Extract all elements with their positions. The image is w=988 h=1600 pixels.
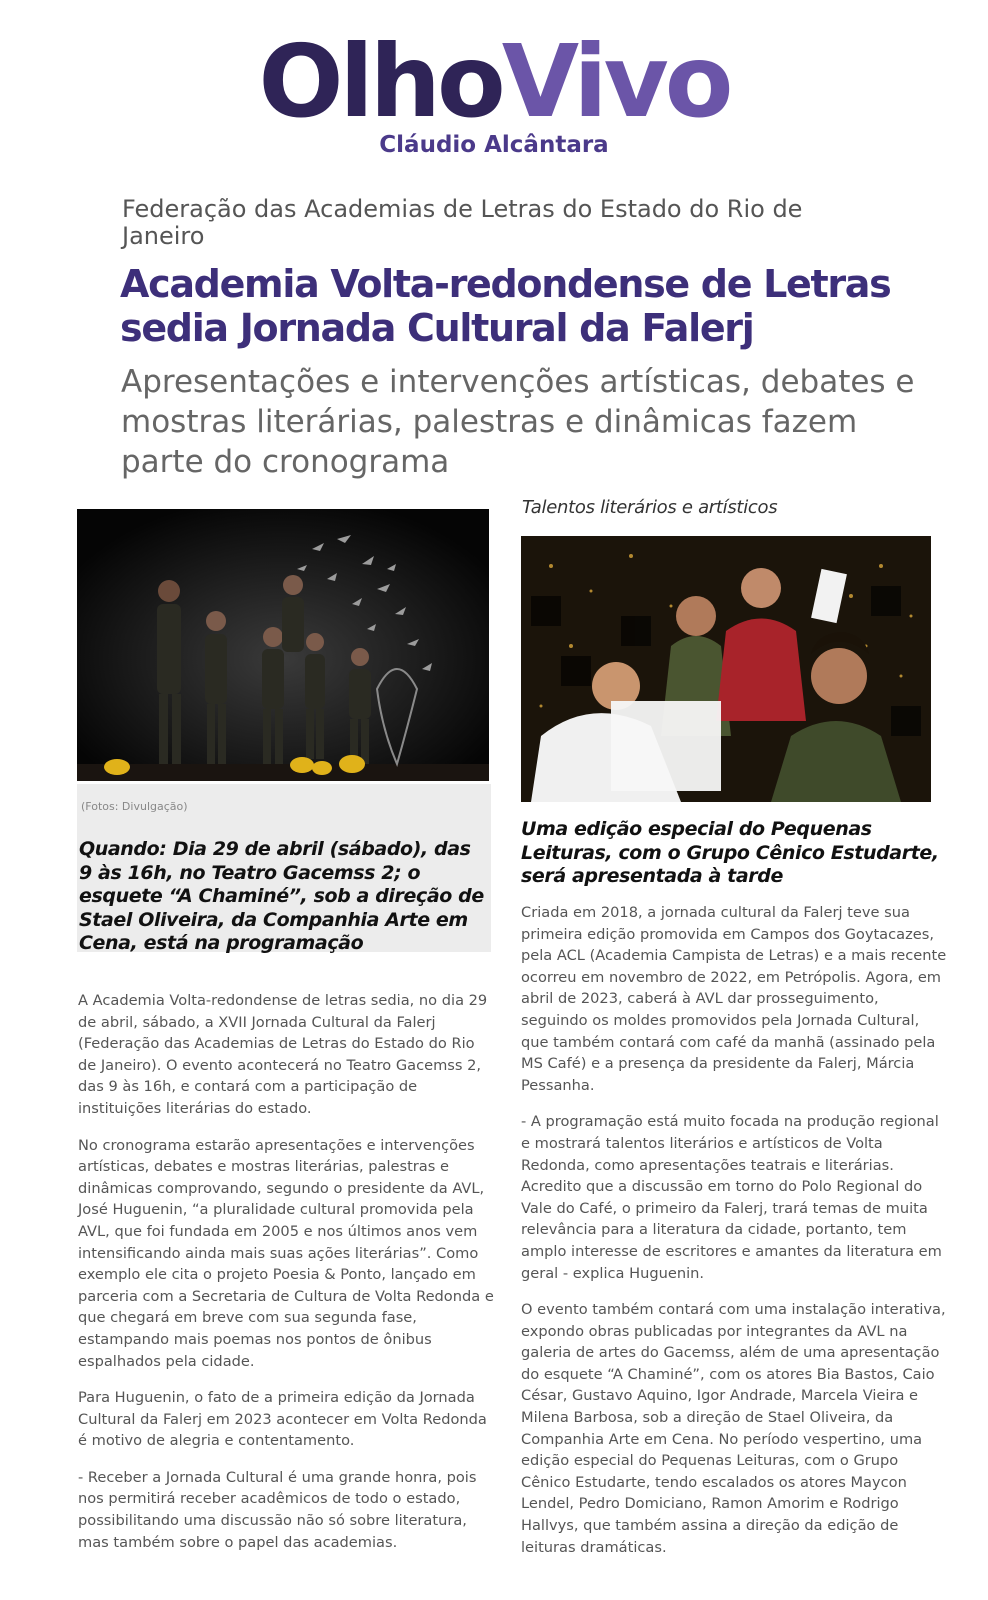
subheadline: Apresentações e intervenções artísticas, debates e mostras literárias, palestras e dinâmicas fazem parte do cronograma: [121, 364, 915, 480]
photo-credit: (Fotos: Divulgação): [81, 800, 188, 813]
group-photo: [521, 536, 931, 802]
paragraph: - A programação está muito focada na produção regional e mostrará talentos literários e artísticos de Volta Redonda, como apresentações teatrais e literárias. Acredito que a discussão em torno do Polo Regional do Vale do Café, o primeiro da Falerj, trará temas de muita relevância para a literatura da cidade, portanto, tem amplo interesse de escritores e amantes da literatura em geral - explica Huguenin.: [521, 1113, 942, 1282]
photo-caption-box: [77, 784, 491, 952]
paragraph: Criada em 2018, a jornada cultural da Falerj teve sua primeira edição promovida em Campos dos Goytacazes, pela ACL (Academia Campista de Letras) e a mais recente ocorreu em novembro de 2022, em Petrópolis. Agora, em abril de 2023, caberá à AVL dar prosseguimento, seguindo os moldes promovidos pela Jornada Cultural, que também contará com café da manhã (assinado pela MS Café) e a presença da presidente da Falerj, Márcia Pessanha.: [521, 904, 947, 1094]
group-photo-drawing: [521, 536, 931, 802]
paragraph: - Receber a Jornada Cultural é uma grande honra, pois nos permitirá receber acadêmicos de todo o estado, possibilitando uma discussão não só sobre literatura, mas também sobre o papel das academias.: [78, 1468, 477, 1551]
paragraph: No cronograma estarão apresentações e intervenções artísticas, debates e mostras literárias, palestras e dinâmicas comprovando, segundo o presidente da AVL, José Huguenin, “a pluralidade cultural promovida pela AVL, que foi fundada em 2005 e nos últimos anos vem intensificando ainda mais suas ações literárias”. Como exemplo ele cita o projeto Poesia & Ponto, lançado em parceria com a Secretaria de Cultura de Volta Redonda e que chegará em breve com sua segunda fase, estampando mais poemas nos pontos de ônibus espalhados pela cidade.: [78, 1136, 494, 1370]
article-body-right: [521, 902, 949, 1573]
section-title: Talentos literários e artísticos: [522, 497, 778, 518]
masthead: [0, 23, 988, 158]
photo2-caption: Uma edição especial do Pequenas Leituras, com o Grupo Cênico Estudarte, será apresentada à tarde: [521, 818, 939, 887]
headline: Academia Volta-redondense de Letras sedia Jornada Cultural da Falerj: [120, 262, 891, 350]
stage-photo: [77, 509, 489, 781]
photo1-caption: Quando: Dia 29 de abril (sábado), das 9 às 16h, no Teatro Gacemss 2; o esquete “A Chaminé”, sob a direção de Stael Oliveira, da Companhia Arte em Cena, está na programação: [79, 838, 484, 954]
article-body-left: [78, 990, 496, 1568]
paragraph: Para Huguenin, o fato de a primeira edição da Jornada Cultural da Falerj em 2023 acontecer em Volta Redonda é motivo de alegria e contentamento.: [78, 1389, 487, 1450]
kicker: Federação das Academias de Letras do Estado do Rio de Janeiro: [122, 195, 803, 250]
logo-olho: Olho: [258, 23, 502, 140]
byline: Cláudio Alcântara: [379, 132, 609, 158]
paragraph: A Academia Volta-redondense de letras sedia, no dia 29 de abril, sábado, a XVII Jornada Cultural da Falerj (Federação das Academias de Letras do Estado do Rio de Janeiro). O evento acontecerá no Teatro Gacemss 2, das 9 às 16h, e contará com a participação de instituições literárias do estado.: [78, 992, 488, 1117]
logo: [0, 23, 988, 140]
stage-photo-drawing: [77, 509, 489, 781]
paragraph: O evento também contará com uma instalação interativa, expondo obras publicadas por integrantes da AVL na galeria de artes do Gacemss, além de uma apresentação do esquete “A Chaminé”, com os atores Bia Bastos, Caio César, Gustavo Aquino, Igor Andrade, Marcela Vieira e Milena Barbosa, sob a direção de Stael Oliveira, da Companhia Arte em Cena. No período vespertino, uma edição especial do Pequenas Leituras, com o Grupo Cênico Estudarte, tendo escalados os atores Maycon Lendel, Pedro Domiciano, Ramon Amorim e Rodrigo Hallvys, que também assina a direção da edição de leituras dramáticas.: [521, 1301, 946, 1556]
logo-vivo: Vivo: [501, 23, 730, 140]
